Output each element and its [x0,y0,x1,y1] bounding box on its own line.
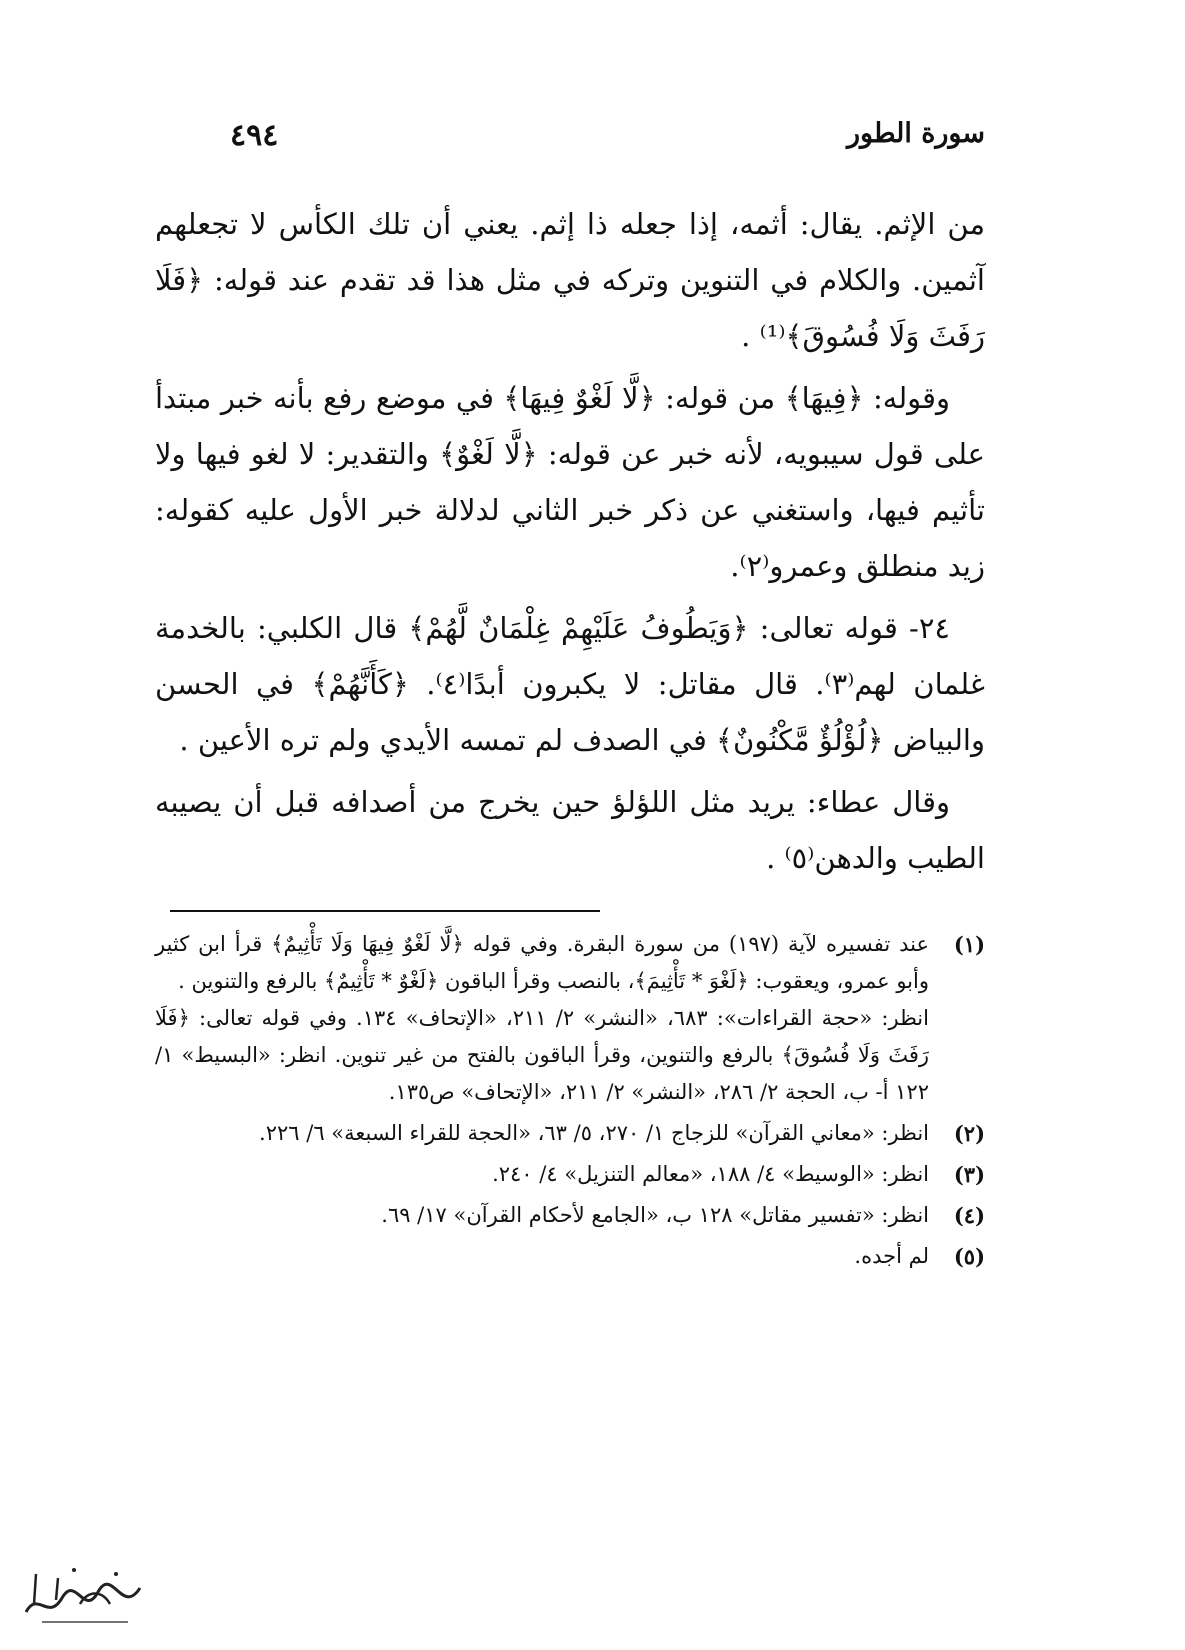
running-header [230,118,985,162]
footnote-divider [170,910,600,912]
paragraph: ٢٤- قوله تعالى: ﴿وَيَطُوفُ عَلَيْهِمْ غِلْمَانٌ لَّهُمْ﴾ قال الكلبي: بالخدمة غلمان لهم⁽٣⁾. قال مقاتل: لا يكبرون أبدًا⁽٤⁾. ﴿كَأَنَّهُمْ﴾ في الحسن والبياض ﴿لُؤْلُؤٌ مَّكْنُونٌ﴾ في الصدف لم تمسه الأيدي ولم تره الأعين . [155,611,985,757]
footnote-line: انظر: «الوسيط» ٤/ ١٨٨، «معالم التنزيل» ٤/ ٢٤٠. [492,1162,929,1186]
footnote-number: (٥) [953,1244,985,1269]
footnote-item [155,1238,985,1275]
paragraph: وقال عطاء: يريد مثل اللؤلؤ حين يخرج من أصدافه قبل أن يصيبه الطيب والدهن⁽٥⁾ . [155,785,985,875]
footnote-body [155,1156,929,1193]
page-number: ٤٩٤ [230,118,279,153]
footnote-item [155,1156,985,1193]
footnote-number: (٣) [953,1162,985,1187]
footnote-item [155,926,985,1111]
footnote-line: انظر: «معاني القرآن» للزجاج ١/ ٢٧٠، ٥/ ٦٣، «الحجة للقراء السبعة» ٦/ ٢٢٦. [259,1121,929,1145]
footnote-line: لم أجده. [854,1244,929,1268]
footnote-body [155,1238,929,1275]
calligraphy-logo [18,1560,148,1630]
main-text [155,196,985,892]
footnote-item [155,1197,985,1234]
footnote-line: انظر: «تفسير مقاتل» ١٢٨ ب، «الجامع لأحكام القرآن» ١٧/ ٦٩. [381,1203,929,1227]
footnote-body [155,1197,929,1234]
footnote-body [155,926,929,1111]
footnote-number: (١) [953,932,985,957]
footnote-number: (٤) [953,1203,985,1228]
footnote-item [155,1115,985,1152]
footnotes-section [155,926,985,1279]
footnote-body [155,1115,929,1152]
paragraph: من الإثم. يقال: أثمه، إذا جعله ذا إثم. يعني أن تلك الكأس لا تجعلهم آثمين. والكلام في التنوين وتركه في مثل هذا قد تقدم عند قوله: ﴿فَلَا رَفَثَ وَلَا فُسُوقَ﴾⁽¹⁾ . [155,207,985,353]
footnote-line: عند تفسيره لآية (١٩٧) من سورة البقرة. وفي قوله ﴿لَّا لَغْوٌ فِيهَا وَلَا تَأْثِيمٌ﴾ قرأ ابن كثير وأبو عمرو، ويعقوب: ﴿لَغْوَ * تَأْثِيمَ﴾، بالنصب وقرأ الباقون ﴿لَغْوٌ * تَأْثِيمٌ﴾ بالرفع والتنوين . [155,932,929,993]
footnote-line: انظر: «حجة القراءات»: ٦٨٣، «النشر» ٢/ ٢١١، «الإتحاف» ١٣٤. وفي قوله تعالى: ﴿فَلَا رَفَثَ وَلَا فُسُوقَ﴾ بالرفع والتنوين، وقرأ الباقون بالفتح من غير تنوين. انظر: «البسيط» ١/ ١٢٢ أ- ب، الحجة ٢/ ٢٨٦، «النشر» ٢/ ٢١١، «الإتحاف» ص١٣٥. [155,1006,929,1104]
footnote-number: (٢) [953,1121,985,1146]
paragraph: وقوله: ﴿فِيهَا﴾ من قوله: ﴿لَّا لَغْوٌ فِيهَا﴾ في موضع رفع بأنه خبر مبتدأ على قول سيبويه، لأنه خبر عن قوله: ﴿لَّا لَغْوٌ﴾ والتقدير: لا لغو فيها ولا تأثيم فيها، واستغني عن ذكر خبر الثاني لدلالة خبر الأول عليه كقوله: زيد منطلق وعمرو⁽٢⁾. [155,381,985,583]
surah-title: سورة الطور [846,118,985,149]
